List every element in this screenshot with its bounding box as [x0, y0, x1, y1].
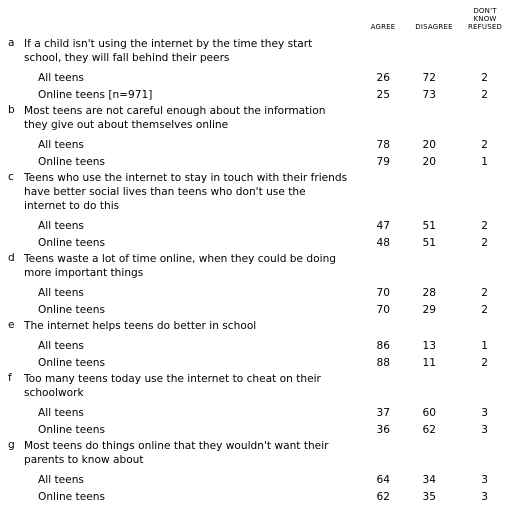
disagree-value: 51	[422, 220, 436, 232]
row-label: Online teens	[38, 357, 105, 369]
survey-item-g	[0, 438, 514, 505]
agree-value: 48	[376, 237, 390, 249]
dont-know-value: 2	[481, 357, 488, 369]
table-row	[0, 404, 514, 421]
item-statement: Too many teens today use the internet to cheat on their schoolwork	[24, 373, 321, 399]
disagree-value: 62	[422, 424, 436, 436]
dont-know-value: 2	[481, 139, 488, 151]
item-statement: Most teens are not careful enough about the information they give out about themselves online	[24, 105, 326, 131]
row-label: Online teens	[38, 237, 105, 249]
table-row	[0, 284, 514, 301]
item-statement: Most teens do things online that they wouldn't want their parents to know about	[24, 440, 329, 466]
disagree-value: 72	[422, 72, 436, 84]
disagree-value: 20	[422, 156, 436, 168]
dont-know-value: 3	[481, 407, 488, 419]
survey-item-f	[0, 371, 514, 438]
agree-value: 47	[376, 220, 390, 232]
agree-value: 25	[376, 89, 390, 101]
item-letter: a	[8, 37, 15, 49]
table-row	[0, 488, 514, 505]
dont-know-value: 2	[481, 304, 488, 316]
agree-value: 79	[376, 156, 390, 168]
table-row	[0, 69, 514, 86]
row-label: All teens	[38, 139, 84, 151]
row-label: All teens	[38, 474, 84, 486]
dont-know-value: 3	[481, 491, 488, 503]
item-statement: The internet helps teens do better in school	[24, 320, 257, 332]
survey-item-d	[0, 251, 514, 318]
item-letter: f	[8, 372, 12, 384]
item-letter: b	[8, 104, 15, 116]
dont-know-value: 3	[481, 424, 488, 436]
table-row	[0, 421, 514, 438]
agree-value: 26	[376, 72, 390, 84]
column-header-agree: AGREE	[370, 23, 396, 31]
agree-value: 37	[376, 407, 390, 419]
row-label: Online teens	[38, 424, 105, 436]
dont-know-value: 2	[481, 220, 488, 232]
survey-item-b	[0, 103, 514, 170]
dont-know-value: 1	[481, 156, 488, 168]
item-statement: If a child isn't using the internet by the time they start school, they will fall behind their peers	[24, 38, 313, 64]
row-label: All teens	[38, 72, 84, 84]
agree-value: 70	[376, 287, 390, 299]
dont-know-value: 2	[481, 72, 488, 84]
disagree-value: 13	[422, 340, 436, 352]
item-statement: Teens waste a lot of time online, when they could be doing more important things	[24, 253, 337, 279]
table-row	[0, 234, 514, 251]
disagree-value: 60	[422, 407, 436, 419]
item-letter: d	[8, 252, 15, 264]
table-row	[0, 471, 514, 488]
disagree-value: 29	[422, 304, 436, 316]
table-row	[0, 86, 514, 103]
disagree-value: 28	[422, 287, 436, 299]
agree-value: 88	[376, 357, 390, 369]
agree-value: 64	[376, 474, 390, 486]
dont-know-value: 2	[481, 237, 488, 249]
table-row	[0, 301, 514, 318]
survey-item-a	[0, 36, 514, 103]
disagree-value: 11	[422, 357, 436, 369]
item-statement: Teens who use the internet to stay in touch with their friends have better social lives than teens who don't use the internet to do this	[24, 172, 348, 212]
item-letter: g	[8, 439, 15, 451]
item-letter: e	[8, 319, 15, 331]
dont-know-value: 2	[481, 89, 488, 101]
item-letter: c	[8, 171, 14, 183]
row-label: All teens	[38, 287, 84, 299]
survey-table	[0, 36, 514, 505]
dont-know-value: 2	[481, 287, 488, 299]
disagree-value: 35	[422, 491, 436, 503]
dont-know-value: 1	[481, 340, 488, 352]
header-line-refused: REFUSED	[467, 23, 503, 31]
header-line-dont: DON'T	[473, 7, 497, 15]
table-row	[0, 337, 514, 354]
disagree-value: 34	[422, 474, 436, 486]
row-label: All teens	[38, 407, 84, 419]
table-row	[0, 354, 514, 371]
column-header-disagree: DISAGREE	[415, 23, 453, 31]
row-label: Online teens	[38, 156, 105, 168]
disagree-value: 73	[422, 89, 436, 101]
survey-item-c	[0, 170, 514, 251]
disagree-value: 51	[422, 237, 436, 249]
agree-value: 36	[376, 424, 390, 436]
row-label: Online teens	[38, 491, 105, 503]
agree-value: 70	[376, 304, 390, 316]
table-row	[0, 136, 514, 153]
column-header-dont-know-refused	[462, 7, 508, 31]
row-label: All teens	[38, 220, 84, 232]
agree-value: 62	[376, 491, 390, 503]
agree-value: 86	[376, 340, 390, 352]
table-row	[0, 217, 514, 234]
agree-value: 78	[376, 139, 390, 151]
dont-know-value: 3	[481, 474, 488, 486]
row-label: Online teens	[38, 304, 105, 316]
survey-item-e	[0, 318, 514, 371]
header-line-know: KNOW	[473, 15, 497, 23]
disagree-value: 20	[422, 139, 436, 151]
row-label: All teens	[38, 340, 84, 352]
row-label: Online teens [n=971]	[38, 89, 153, 101]
table-row	[0, 153, 514, 170]
